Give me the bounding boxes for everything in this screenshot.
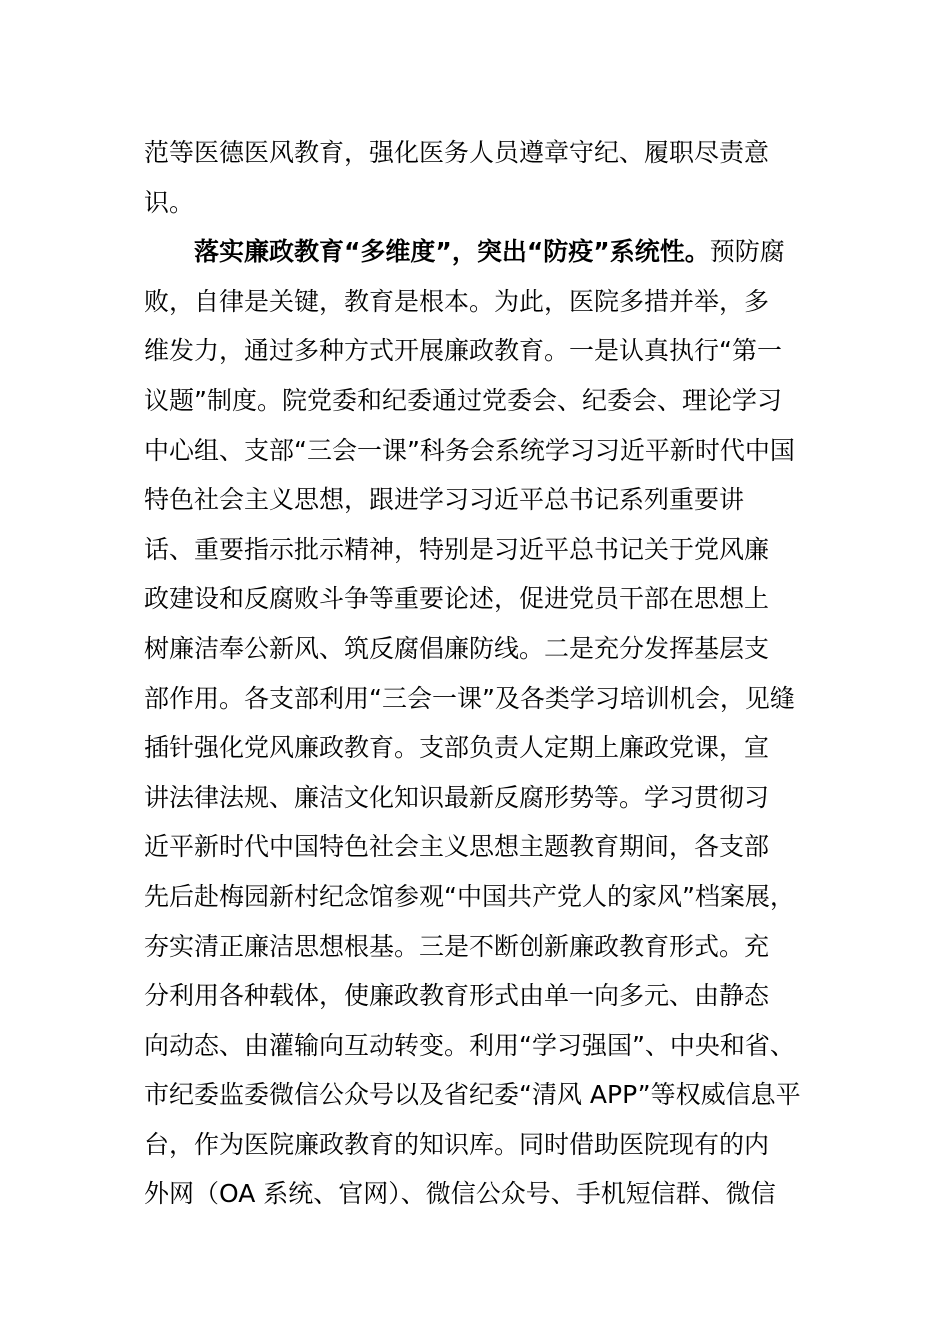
text-line: 近平新时代中国特色社会主义思想主题教育期间，各支部 [144,832,770,862]
text-line: 向动态、由灌输向互动转变。利用“学习强国”、中央和省、 [144,1030,795,1060]
text-line: 先后赴梅园新村纪念馆参观“中国共产党人的家风”档案展， [144,881,795,911]
text-line: 部作用。各支部利用“三会一课”及各类学习培训机会，见缝 [144,683,795,713]
text-line: 话、重要指示批示精神，特别是习近平总书记关于党风廉 [144,534,770,564]
text-line: 议题”制度。院党委和纪委通过党委会、纪委会、理论学习 [144,385,782,415]
text-line: 识。 [144,187,195,217]
text-line: 外网（OA 系统、官网）、微信公众号、手机短信群、微信 [144,1179,776,1209]
text-line: 插针强化党风廉政教育。支部负责人定期上廉政党课，宣 [144,733,770,763]
text-line: 树廉洁奉公新风、筑反腐倡廉防线。二是充分发挥基层支 [144,633,770,663]
text-line: 范等医德医风教育，强化医务人员遵章守纪、履职尽责意 [144,138,770,167]
text-line: 中心组、支部“三会一课”科务会系统学习习近平新时代中国 [144,435,795,465]
text-line: 市纪委监委微信公众号以及省纪委“清风 APP”等权威信息平 [144,1080,801,1110]
text-line: 分利用各种载体，使廉政教育形式由单一向多元、由静态 [144,981,770,1011]
text-line: 讲法律法规、廉洁文化知识最新反腐形势等。学习贯彻习 [144,782,770,812]
paragraph-heading: 落实廉政教育“多维度”，突出“防疫”系统性。 [194,237,710,267]
text-line: 维发力，通过多种方式开展廉政教育。一是认真执行“第一 [144,336,782,366]
text-line: 败，自律是关键，教育是根本。为此，医院多措并举，多 [144,286,770,316]
paragraph-heading-tail: 预防腐 [709,237,785,267]
text-line: 政建设和反腐败斗争等重要论述，促进党员干部在思想上 [144,584,770,614]
paragraph-first-line [144,227,809,277]
text-line: 夯实清正廉洁思想根基。三是不断创新廉政教育形式。充 [144,931,770,961]
body-text [144,128,809,1219]
text-line: 台，作为医院廉政教育的知识库。同时借助医院现有的内 [144,1129,770,1159]
text-line: 特色社会主义思想，跟进学习习近平总书记系列重要讲 [144,485,745,515]
